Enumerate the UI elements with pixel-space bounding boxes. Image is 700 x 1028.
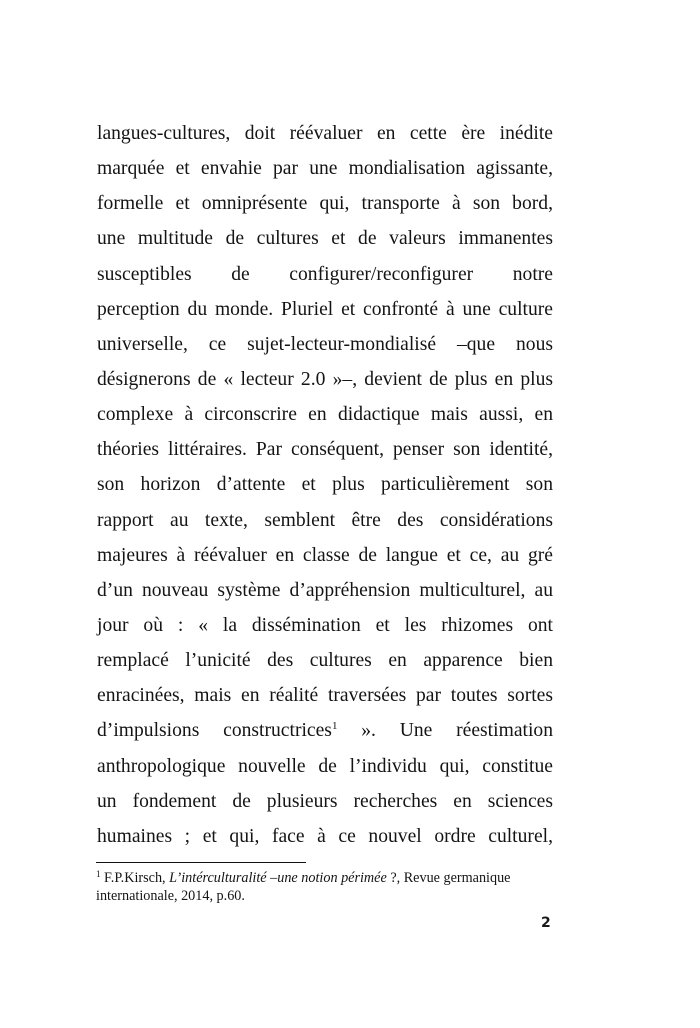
page-number: 2 bbox=[541, 915, 551, 931]
footnote bbox=[96, 869, 566, 905]
text-line: rapport au texte, semblent être des considérations bbox=[97, 509, 553, 531]
text-line: complexe à circonscrire en didactique mais aussi, en bbox=[97, 404, 553, 426]
text-line: universelle, ce sujet-lecteur-mondialisé –que nous bbox=[97, 333, 553, 355]
text-line: majeures à réévaluer en classe de langue et ce, au gré bbox=[97, 544, 553, 566]
body-paragraph bbox=[97, 116, 553, 854]
text-line: formelle et omniprésente qui, transporte à son bord, bbox=[97, 193, 553, 215]
text-line: jour où : « la dissémination et les rhizomes ont bbox=[97, 614, 553, 636]
footnote-reference[interactable]: 1 bbox=[331, 720, 338, 733]
footnote-marker: 1 bbox=[96, 869, 101, 879]
text-line: marquée et envahie par une mondialisation agissante, bbox=[97, 158, 553, 180]
text-segment: d’impulsions constructrices bbox=[97, 720, 332, 742]
text-line: langues-cultures, doit réévaluer en cette ère inédite bbox=[97, 123, 553, 144]
text-line: théories littéraires. Par conséquent, penser son identité, bbox=[97, 439, 553, 461]
text-line: enracinées, mais en réalité traversées par toutes sortes bbox=[97, 685, 553, 707]
text-line: anthropologique nouvelle de l’individu qui, constitue bbox=[97, 755, 553, 777]
text-line: un fondement de plusieurs recherches en sciences bbox=[97, 790, 553, 812]
text-segment: ». Une réestimation bbox=[337, 720, 553, 742]
text-line: perception du monde. Pluriel et confronté à une culture bbox=[97, 298, 553, 320]
footnote-title: L’intérculturalité –une notion périmée bbox=[169, 870, 387, 886]
text-line: d’un nouveau système d’appréhension multiculturel, au bbox=[97, 579, 553, 601]
text-line: humaines ; et qui, face à ce nouvel ordre culturel, bbox=[97, 825, 553, 847]
footnote-separator bbox=[96, 862, 306, 863]
footnote-source: ?, Revue germanique bbox=[386, 870, 511, 886]
text-line: une multitude de cultures et de valeurs immanentes bbox=[97, 228, 553, 250]
footnote-source-cont: internationale, 2014, p.60. bbox=[96, 888, 245, 904]
text-line: désignerons de « lecteur 2.0 »–, devient de plus en plus bbox=[97, 368, 553, 390]
footnote-author: F.P.Kirsch, bbox=[100, 870, 170, 886]
text-line-with-footnote-ref bbox=[97, 713, 553, 748]
text-line: son horizon d’attente et plus particulièrement son bbox=[97, 474, 553, 496]
text-line: remplacé l’unicité des cultures en apparence bien bbox=[97, 650, 553, 672]
text-line: susceptibles de configurer/reconfigurer notre bbox=[97, 263, 553, 285]
